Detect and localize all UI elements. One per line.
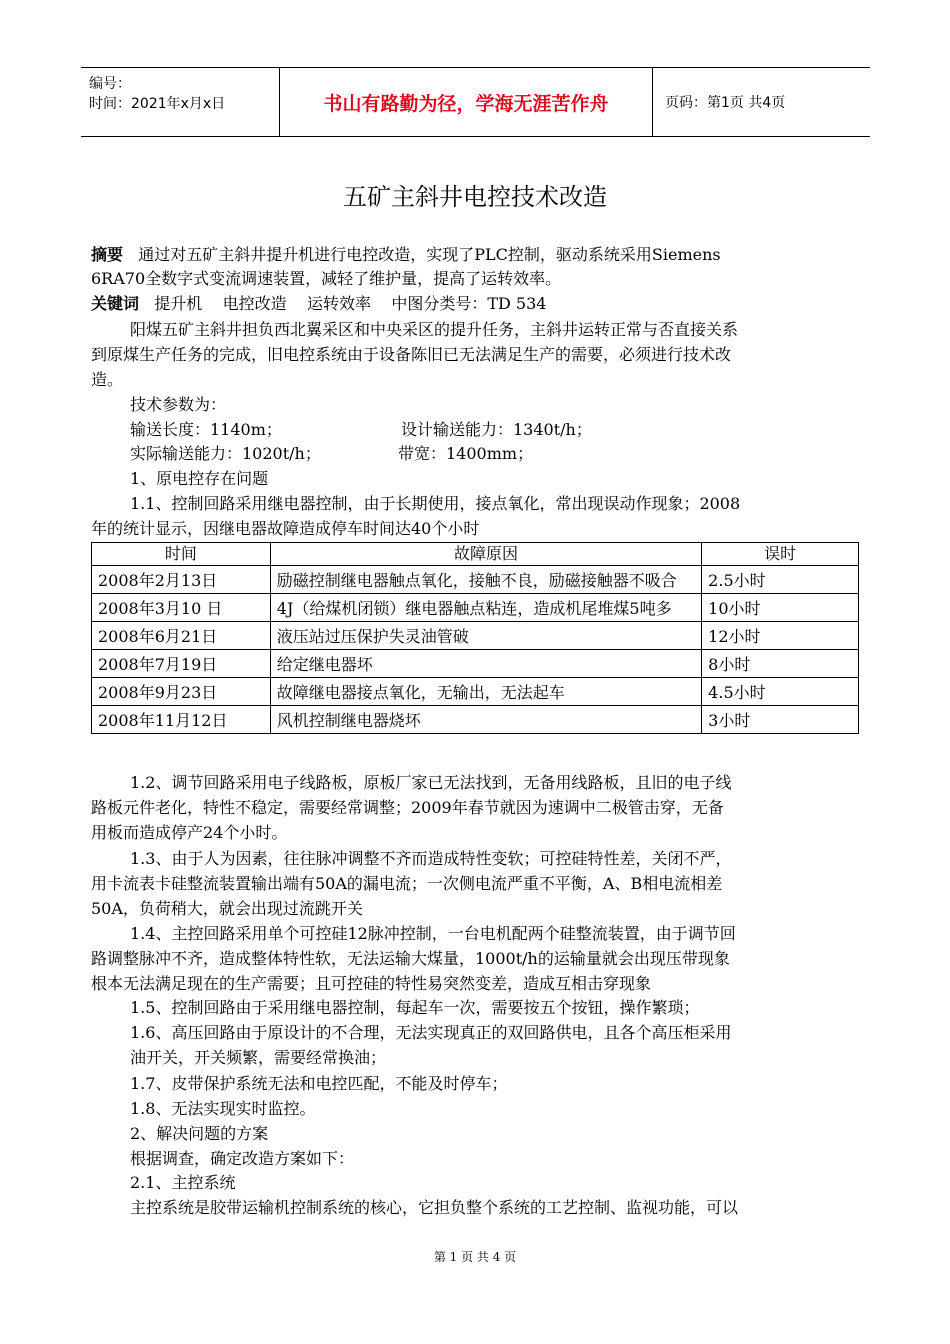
- p15-line: 1.5、控制回路由于采用继电器控制，每起车一次，需要按五个按钮，操作繁琐；: [130, 998, 700, 1017]
- p12-line-3: 用板而造成停产24个小时。: [91, 823, 288, 842]
- cell-delay: 3小时: [702, 706, 859, 734]
- p12-line-1: 1.2、调节回路采用电子线路板，原板厂家已无法找到，无备用线路板，且旧的电子线: [130, 773, 732, 792]
- p14-line-2: 路调整脉冲不齐，造成整体特性软，无法运输大煤量，1000t/h的运输量就会出现压带现象: [91, 949, 730, 968]
- param-length: 输送长度：1140m；: [130, 420, 282, 439]
- table-row: [92, 678, 859, 706]
- table-row: [92, 706, 859, 734]
- intro-line-1: 阳煤五矿主斜井担负西北翼采区和中央采区的提升任务，主斜井运转正常与否直接关系: [130, 320, 739, 339]
- col-header-time: 时间: [92, 543, 271, 566]
- table-row: [92, 594, 859, 622]
- keywords-line: [91, 296, 546, 312]
- table-row: [92, 650, 859, 678]
- header-meta-cell: [81, 68, 280, 136]
- table-row: [92, 566, 859, 594]
- cell-cause: 励磁控制继电器触点氧化，接触不良，励磁接触器不吸合: [270, 566, 701, 594]
- p21-line: 主控系统是胶带运输机控制系统的核心，它担负整个系统的工艺控制、监视功能，可以: [130, 1198, 739, 1217]
- p16-line-2: 油开关，开关频繁，需要经常换油；: [130, 1048, 387, 1067]
- col-header-cause: 故障原因: [270, 543, 701, 566]
- cell-cause: 给定继电器坏: [270, 650, 701, 678]
- p11-line-1: 1.1、控制回路采用继电器控制，由于长期使用，接点氧化，常出现误动作现象；2008: [130, 494, 741, 513]
- intro-line-3: 造。: [91, 370, 124, 389]
- cell-delay: 10小时: [702, 594, 859, 622]
- number-label: 编号：: [89, 76, 131, 92]
- abstract-text-1: 通过对五矿主斜井提升机进行电控改造，实现了PLC控制，驱动系统采用Siemens: [138, 245, 721, 264]
- p13-line-1: 1.3、由于人为因素，往往脉冲调整不齐而造成特性变软；可控硅特性差，关闭不严，: [130, 849, 732, 868]
- cell-cause: 故障继电器接点氧化，无输出，无法起车: [270, 678, 701, 706]
- header-page-info: 页码：第1页 共4页: [665, 95, 786, 111]
- cell-cause: 风机控制继电器烧坏: [270, 706, 701, 734]
- cell-date: 2008年9月23日: [92, 678, 271, 706]
- section-2-intro: 根据调查，确定改造方案如下：: [130, 1149, 355, 1168]
- cell-date: 2008年2月13日: [92, 566, 271, 594]
- abstract-line-2: 6RA70全数字式变流调速装置，减轻了维护量，提高了运转效率。: [91, 269, 562, 288]
- cell-delay: 12小时: [702, 622, 859, 650]
- p17-line: 1.7、皮带保护系统无法和电控匹配，不能及时停车；: [130, 1074, 508, 1093]
- section-2-heading: 2、解决问题的方案: [130, 1124, 269, 1143]
- cell-date: 2008年6月21日: [92, 622, 271, 650]
- document-header: [81, 67, 870, 137]
- cell-cause: 4J（给煤机闭锁）继电器触点粘连，造成机尾堆煤5吨多: [270, 594, 701, 622]
- cell-delay: 4.5小时: [702, 678, 859, 706]
- page-title: 五矿主斜井电控技术改造: [343, 183, 607, 211]
- section-2-1-heading: 2.1、主控系统: [130, 1173, 236, 1192]
- header-motto: 书山有路勤为径，学海无涯苦作舟: [280, 68, 653, 136]
- p12-line-2: 路板元件老化，特性不稳定，需要经常调整；2009年春节就因为速调中二极管击穿，无备: [91, 798, 724, 817]
- page-footer: 第 1 页 共 4 页: [433, 1250, 517, 1264]
- abstract-label: 摘要: [91, 245, 124, 264]
- param-design-capacity: 设计输送能力：1340t/h；: [401, 420, 592, 439]
- p18-line: 1.8、无法实现实时监控。: [130, 1099, 316, 1118]
- cell-delay: 2.5小时: [702, 566, 859, 594]
- param-actual-capacity: 实际输送能力：1020t/h；: [130, 444, 321, 463]
- p13-line-3: 50A，负荷稍大，就会出现过流跳开关: [91, 899, 363, 918]
- p16-line-1: 1.6、高压回路由于原设计的不合理，无法实现真正的双回路供电，且各个高压柜采用: [130, 1023, 732, 1042]
- col-header-delay: 误时: [702, 543, 859, 566]
- p14-line-1: 1.4、主控回路采用单个可控硅12脉冲控制，一台电机配两个硅整流装置，由于调节回: [130, 924, 736, 943]
- keywords-text: 提升机 电控改造 运转效率 中图分类号：TD 534: [154, 294, 547, 313]
- param-belt-width: 带宽：1400mm；: [398, 444, 534, 463]
- section-1-heading: 1、原电控存在问题: [130, 469, 269, 488]
- keywords-label: 关键词: [91, 294, 140, 313]
- intro-line-2: 到原煤生产任务的完成，旧电控系统由于设备陈旧已无法满足生产的需要，必须进行技术改: [91, 345, 732, 364]
- params-heading: 技术参数为：: [130, 395, 227, 414]
- p13-line-2: 用卡流表卡硅整流装置输出端有50A的漏电流；一次侧电流严重不平衡，A、B相电流相差: [91, 874, 723, 893]
- cell-date: 2008年3月10 日: [92, 594, 271, 622]
- fault-table-header: [92, 543, 859, 566]
- cell-date: 2008年7月19日: [92, 650, 271, 678]
- p11-line-2: 年的统计显示，因继电器故障造成停车时间达40个小时: [91, 519, 480, 538]
- cell-cause: 液压站过压保护失灵油管破: [270, 622, 701, 650]
- table-row: [92, 622, 859, 650]
- time-label: 时间：2021年x月x日: [89, 96, 226, 112]
- abstract-line-1: [91, 247, 721, 263]
- fault-table: [91, 542, 859, 734]
- cell-date: 2008年11月12日: [92, 706, 271, 734]
- p14-line-3: 根本无法满足现在的生产需要；且可控硅的特性易突然变差，造成互相击穿现象: [91, 974, 652, 993]
- cell-delay: 8小时: [702, 650, 859, 678]
